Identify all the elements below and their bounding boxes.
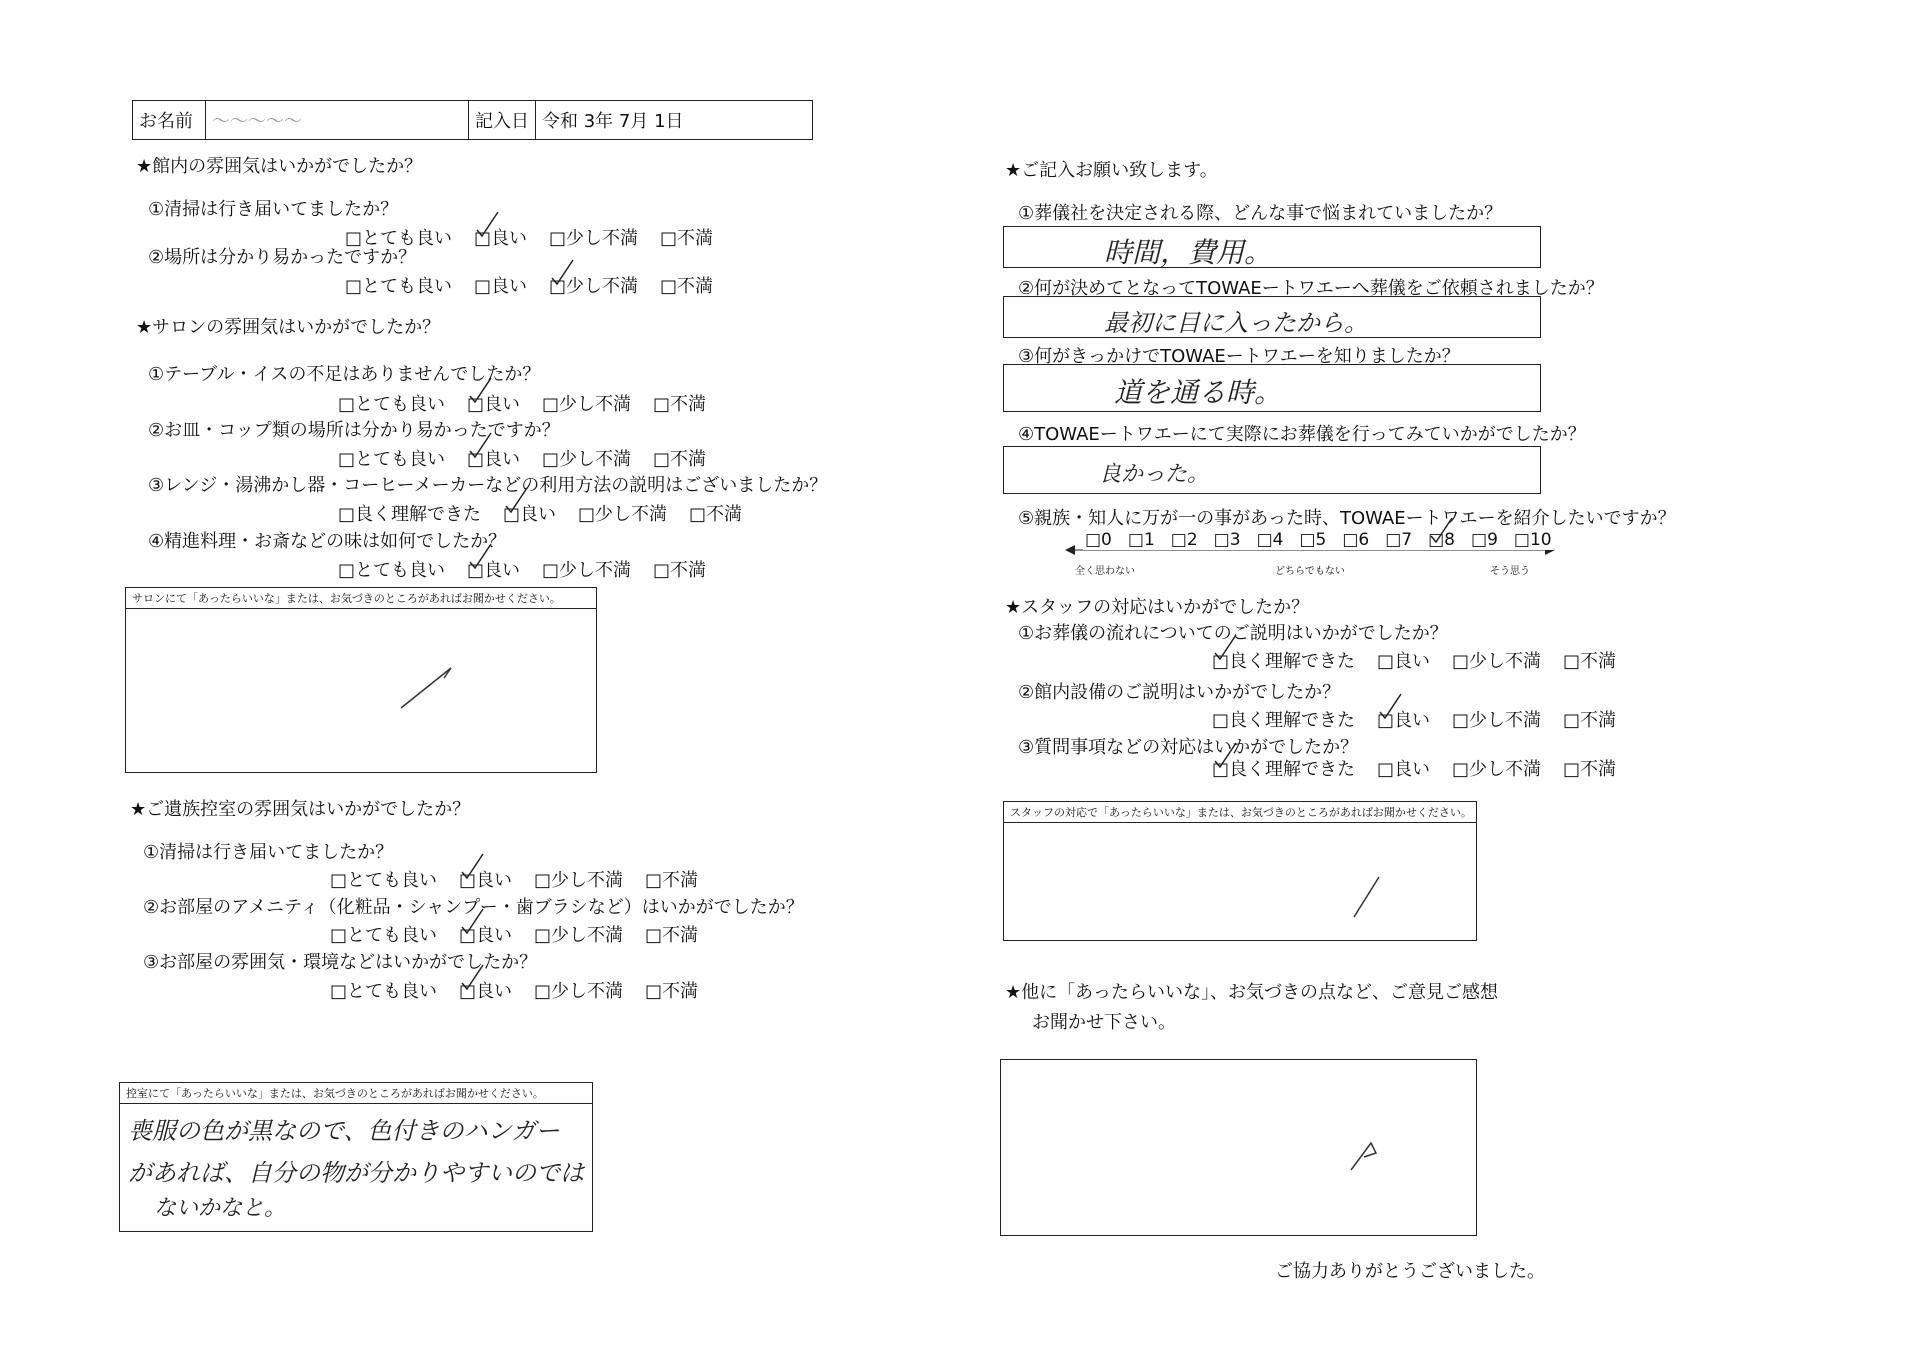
option[interactable]: □不満 [653, 560, 707, 581]
section-title-staff: ★スタッフの対応はいかがでしたか？ [1005, 597, 1310, 618]
option-checked[interactable]: □良い [467, 445, 520, 471]
option[interactable]: □良く理解できた [1212, 710, 1356, 731]
question-decision: ②何が決めてとなってTOWAEートワエーへ葬儀をご依頼されましたか？ [1018, 278, 1604, 299]
option[interactable]: □少し不満 [534, 925, 624, 946]
option-checked[interactable]: □良い [459, 977, 512, 1003]
options-tables [338, 390, 706, 416]
answer-box-experience[interactable] [1003, 446, 1541, 494]
question-appliances: ③レンジ・湯沸かし器・コーヒーメーカーなどの利用方法の説明はございましたか？ [148, 475, 828, 496]
name-field[interactable]: 〜〜〜〜〜 [206, 101, 469, 140]
room-comment-caption: 控室にて「あったらいいな」または、お気づきのところがあればお聞かせください。 [120, 1083, 592, 1104]
option[interactable]: □少し不満 [578, 504, 668, 525]
question-room-atmosphere: ③お部屋の雰囲気・環境などはいかがでしたか？ [143, 952, 538, 973]
question-concerns: ①葬儀社を決定される際、どんな事で悩まれていましたか？ [1018, 203, 1503, 224]
option[interactable]: □とても良い [338, 394, 446, 415]
section-title-hall: ★館内の雰囲気はいかがでしたか？ [136, 156, 423, 177]
scale-option[interactable]: □1 [1127, 530, 1155, 550]
section-title-family-room: ★ご遺族控室の雰囲気はいかがでしたか？ [130, 799, 471, 820]
section-title-salon: ★サロンの雰囲気はいかがでしたか？ [136, 317, 441, 338]
option[interactable]: □とても良い [338, 449, 446, 470]
scale-option[interactable]: □4 [1256, 530, 1284, 550]
scale-low-label: 全く思わない [1075, 566, 1135, 577]
question-food: ④精進料理・お斎などの味は如何でしたか？ [148, 531, 507, 552]
answer-decision: 最初に目に入ったから。 [1104, 309, 1368, 337]
option[interactable]: □不満 [689, 504, 743, 525]
salon-comment-box[interactable] [125, 587, 597, 773]
option-checked[interactable]: □良い [459, 866, 512, 892]
option[interactable]: □良く理解できた [338, 504, 482, 525]
option-checked[interactable]: □良い [474, 224, 527, 250]
checkmark-icon [459, 907, 485, 937]
options-flow [1212, 647, 1616, 673]
option[interactable]: □少し不満 [1452, 710, 1542, 731]
answer-box-concerns[interactable] [1003, 226, 1541, 268]
section-title-request: ★ご記入お願い致します。 [1005, 160, 1218, 181]
section-title-other-line2: お聞かせ下さい。 [1032, 1012, 1176, 1033]
scale-option-checked[interactable]: □8 [1428, 530, 1455, 550]
question-recommend: ⑤親族・知人に万が一の事があった時、TOWAEートワエーを紹介したいですか？ [1018, 508, 1676, 529]
checkmark-icon [1377, 692, 1403, 722]
question-experience: ④TOWAEートワエーにて実際にお葬儀を行ってみていかがでしたか？ [1018, 424, 1586, 445]
scale-option[interactable]: □2 [1170, 530, 1198, 550]
room-comment-box[interactable] [119, 1082, 593, 1232]
option[interactable]: □とても良い [330, 870, 438, 891]
date-label: 記入日 [469, 101, 536, 140]
checkmark-icon [503, 486, 529, 516]
scale-option[interactable]: □0 [1085, 530, 1112, 550]
answer-box-discovery[interactable] [1003, 364, 1541, 412]
option[interactable]: □良い [474, 276, 528, 297]
options-room-cleaning [330, 866, 698, 892]
handwritten-line-2: があれば、自分の物が分かりやすいのでは [128, 1159, 584, 1187]
option-checked[interactable]: □少し不満 [549, 272, 638, 298]
option[interactable]: □不満 [1563, 710, 1617, 731]
question-room-cleaning: ①清掃は行き届いてましたか？ [143, 842, 394, 863]
answer-experience: 良かった。 [1099, 462, 1210, 487]
recommend-scale [1083, 530, 1554, 550]
scale-option[interactable]: □7 [1385, 530, 1413, 550]
option[interactable]: □少し不満 [542, 449, 632, 470]
options-location [345, 272, 713, 298]
option-checked[interactable]: □良く理解できた [1212, 647, 1355, 673]
scale-option[interactable]: □6 [1342, 530, 1370, 550]
option[interactable]: □不満 [653, 394, 707, 415]
name-label: お名前 [133, 101, 206, 140]
options-dishes [338, 445, 706, 471]
option[interactable]: □良い [1377, 651, 1431, 672]
option[interactable]: □不満 [1563, 759, 1617, 780]
option-checked[interactable]: □良い [503, 500, 556, 526]
scribble-mark [1349, 872, 1389, 922]
question-location: ②場所は分かり易かったですか？ [148, 247, 417, 268]
scale-mid-label: どちらでもない [1275, 566, 1345, 577]
option-checked[interactable]: □良い [1377, 706, 1430, 732]
thanks-message: ご協力ありがとうございました。 [1275, 1261, 1545, 1282]
option[interactable]: □不満 [660, 276, 714, 297]
option[interactable]: □とても良い [345, 228, 453, 249]
option[interactable]: □少し不満 [534, 870, 624, 891]
option[interactable]: □不満 [645, 981, 699, 1002]
checkmark-icon [467, 376, 493, 406]
checkmark-icon [1212, 741, 1238, 771]
staff-comment-caption: スタッフの対応で「あったらいいな」または、お気づきのところがあればお聞かせください。 [1004, 802, 1476, 823]
options-amenities [330, 921, 698, 947]
question-discovery: ③何がきっかけでTOWAEートワエーを知りましたか？ [1018, 346, 1460, 367]
option-checked[interactable]: □良い [467, 556, 520, 582]
scale-option[interactable]: □3 [1213, 530, 1241, 550]
checkmark-icon [474, 210, 500, 240]
question-flow: ①お葬儀の流れについてのご説明はいかがでしたか？ [1018, 623, 1448, 644]
option[interactable]: □不満 [660, 228, 714, 249]
handwritten-line-3: ないかなと。 [154, 1196, 287, 1221]
option[interactable]: □不満 [645, 870, 699, 891]
checkmark-icon [1212, 633, 1238, 663]
question-tables: ①テーブル・イスの不足はありませんでしたか？ [148, 364, 541, 385]
scale-high-label: そう思う [1490, 566, 1530, 577]
option[interactable]: □とても良い [330, 981, 438, 1002]
checkmark-icon [467, 431, 493, 461]
question-cleaning: ①清掃は行き届いてましたか？ [148, 199, 399, 220]
answer-box-decision[interactable] [1003, 296, 1541, 338]
question-facilities: ②館内設備のご説明はいかがでしたか？ [1018, 682, 1341, 703]
option-checked[interactable]: □良く理解できた [1212, 755, 1355, 781]
salon-comment-caption: サロンにて「あったらいいな」または、お気づきのところがあればお聞かせください。 [126, 588, 596, 609]
answer-concerns: 時間，費用。 [1104, 236, 1273, 269]
date-field[interactable]: 令和 3年 7月 1日 [536, 101, 813, 140]
staff-comment-box[interactable] [1003, 801, 1477, 941]
other-comment-box[interactable] [1000, 1059, 1477, 1236]
checkmark-icon [459, 963, 485, 993]
scale-option[interactable]: □10 [1513, 530, 1552, 550]
option[interactable]: □とても良い [338, 560, 446, 581]
scale-option[interactable]: □5 [1299, 530, 1327, 550]
option[interactable]: □少し不満 [534, 981, 624, 1002]
scribble-mark [396, 658, 476, 718]
name-date-table [132, 100, 813, 140]
option[interactable]: □とても良い [345, 276, 453, 297]
option[interactable]: □不満 [645, 925, 699, 946]
checkmark-icon [549, 258, 575, 288]
options-facilities [1212, 706, 1616, 732]
option[interactable]: □良い [1377, 759, 1431, 780]
option[interactable]: □少し不満 [542, 560, 632, 581]
options-room-atmosphere [330, 977, 698, 1003]
question-inquiries: ③質問事項などの対応はいかがでしたか？ [1018, 737, 1359, 758]
option[interactable]: □少し不満 [1452, 759, 1542, 780]
question-dishes: ②お皿・コップ類の場所は分かり易かったですか？ [148, 420, 560, 441]
option-checked[interactable]: □良い [467, 390, 520, 416]
checkmark-icon [467, 542, 493, 572]
options-food [338, 556, 706, 582]
section-title-other: ★他に「あったらいいな」、お気づきの点など、ご意見ご感想 [1005, 982, 1498, 1003]
option[interactable]: □不満 [1563, 651, 1617, 672]
handwritten-line-1: 喪服の色が黒なので、色付きのハンガー [128, 1117, 560, 1145]
options-inquiries [1212, 755, 1616, 781]
checkmark-icon [1428, 516, 1454, 546]
question-amenities: ②お部屋のアメニティ（化粧品・シャンプー・歯ブラシなど）はいかがでしたか？ [143, 897, 804, 918]
option[interactable]: □少し不満 [1452, 651, 1542, 672]
option[interactable]: □少し不満 [542, 394, 632, 415]
scribble-mark [1346, 1135, 1386, 1175]
option-checked[interactable]: □良い [459, 921, 512, 947]
checkmark-icon [459, 852, 485, 882]
option[interactable]: □とても良い [330, 925, 438, 946]
option[interactable]: □不満 [653, 449, 707, 470]
answer-discovery: 道を通る時。 [1114, 376, 1283, 409]
option[interactable]: □少し不満 [549, 228, 639, 249]
scale-option[interactable]: □9 [1471, 530, 1498, 550]
options-appliances [338, 500, 742, 526]
